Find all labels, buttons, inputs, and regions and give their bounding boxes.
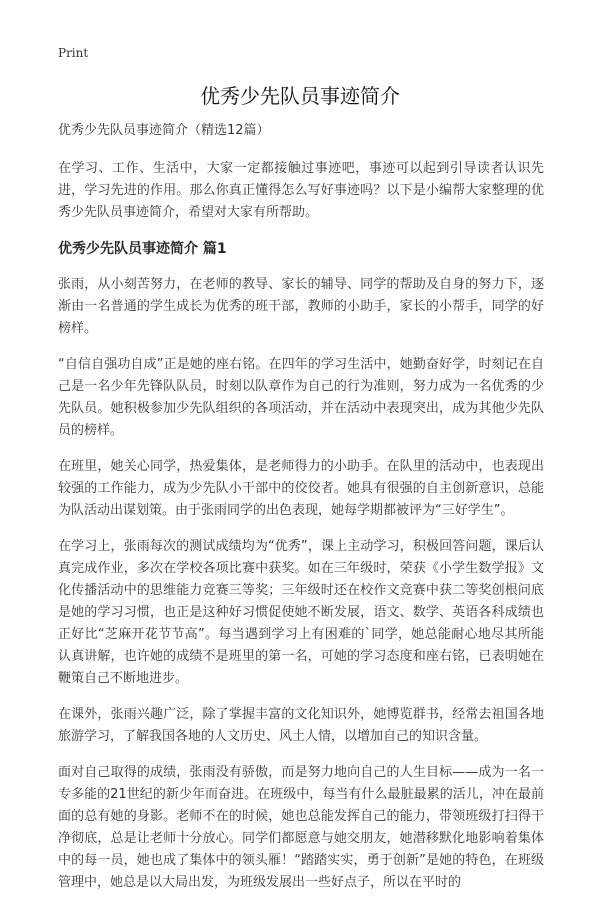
- body-paragraph: 面对自己取得的成绩，张雨没有骄傲，而是努力地向自己的人生目标——成为一名一专多能的21世纪的新少年而奋进。在班级中，每当有什么最脏最累的活儿，冲在最前面的总有她的身影。老师不在的时候，她也总能发挥自己的能力，带领班级打扫得干净彻底，总是让老师十分放心。同学们都愿意与她交朋友，她潜移默化地影响着集体中的每一员，她也成了集体中的领头雁！“踏踏实实，勇于创新”是她的特色，在班级管理中，她总是以大局出发，为班级发展出一些好点子，所以在平时的: [58, 765, 544, 890]
- body-paragraph: 在课外，张雨兴趣广泛，除了掌握丰富的文化知识外，她博览群书，经常去祖国各地旅游学习，了解我国各地的人文历史、风土人情，以增加自己的知识含量。: [58, 707, 544, 744]
- body-paragraph: 在学习上，张雨每次的测试成绩均为“优秀”，课上主动学习，积极回答问题，课后认真完成作业，多次在学校各项比赛中获奖。如在三年级时，荣获《小学生数学报》文化传播活动中的思维能力竞赛三等奖；三年级时还在校作文竞赛中获二等奖创根问底是她的学习习惯，也正是这种好习惯促使她不断发展，语文、数学、英语各科成绩也正好比“芝麻开花节节高”。每当遇到学习上有困难的`同学，她总能耐心地尽其所能认真讲解，也许她的成绩不是班里的第一名，可她的学习态度和座右铭，已表明她在鞭策自己不断地进步。: [58, 539, 544, 686]
- document-body: [58, 120, 544, 908]
- body-paragraph: 张雨，从小刻苦努力，在老师的教导、家长的辅导、同学的帮助及自身的努力下，逐渐由一名普通的学生成长为优秀的班干部，教师的小助手，家长的小帮手，同学的好榜样。: [58, 277, 544, 336]
- body-paragraph: “自信自强功自成”正是她的座右铭。在四年的学习生活中，她勤奋好学，时刻记在自己是一名少年先锋队队员，时刻以队章作为自己的行为准则，努力成为一名优秀的少先队员。她积极参加少先队组织的各项活动，并在活动中表现突出，成为其他少先队员的榜样。: [58, 357, 544, 438]
- document-title: 优秀少先队员事迹简介: [200, 84, 400, 108]
- print-link[interactable]: Print: [58, 46, 89, 60]
- section-heading: 优秀少先队员事迹简介 篇1: [58, 241, 227, 257]
- body-paragraph: 在班里，她关心同学，热爱集体，是老师得力的小助手。在队里的活动中，也表现出较强的工作能力，成为少先队小干部中的佼佼者。她具有很强的自主创新意识，总能为队活动出谋划策。由于张雨同学的出色表现，她每学期都被评为“三好学生”。: [58, 459, 544, 518]
- intro-paragraph: 在学习、工作、生活中，大家一定都接触过事迹吧，事迹可以起到引导读者认识先进，学习先进的作用。那么你真正懂得怎么写好事迹吗？以下是小编帮大家整理的优秀少先队员事迹简介，希望对大家有所帮助。: [58, 161, 544, 220]
- document-subtitle: 优秀少先队员事迹简介（精选12篇）: [58, 123, 270, 138]
